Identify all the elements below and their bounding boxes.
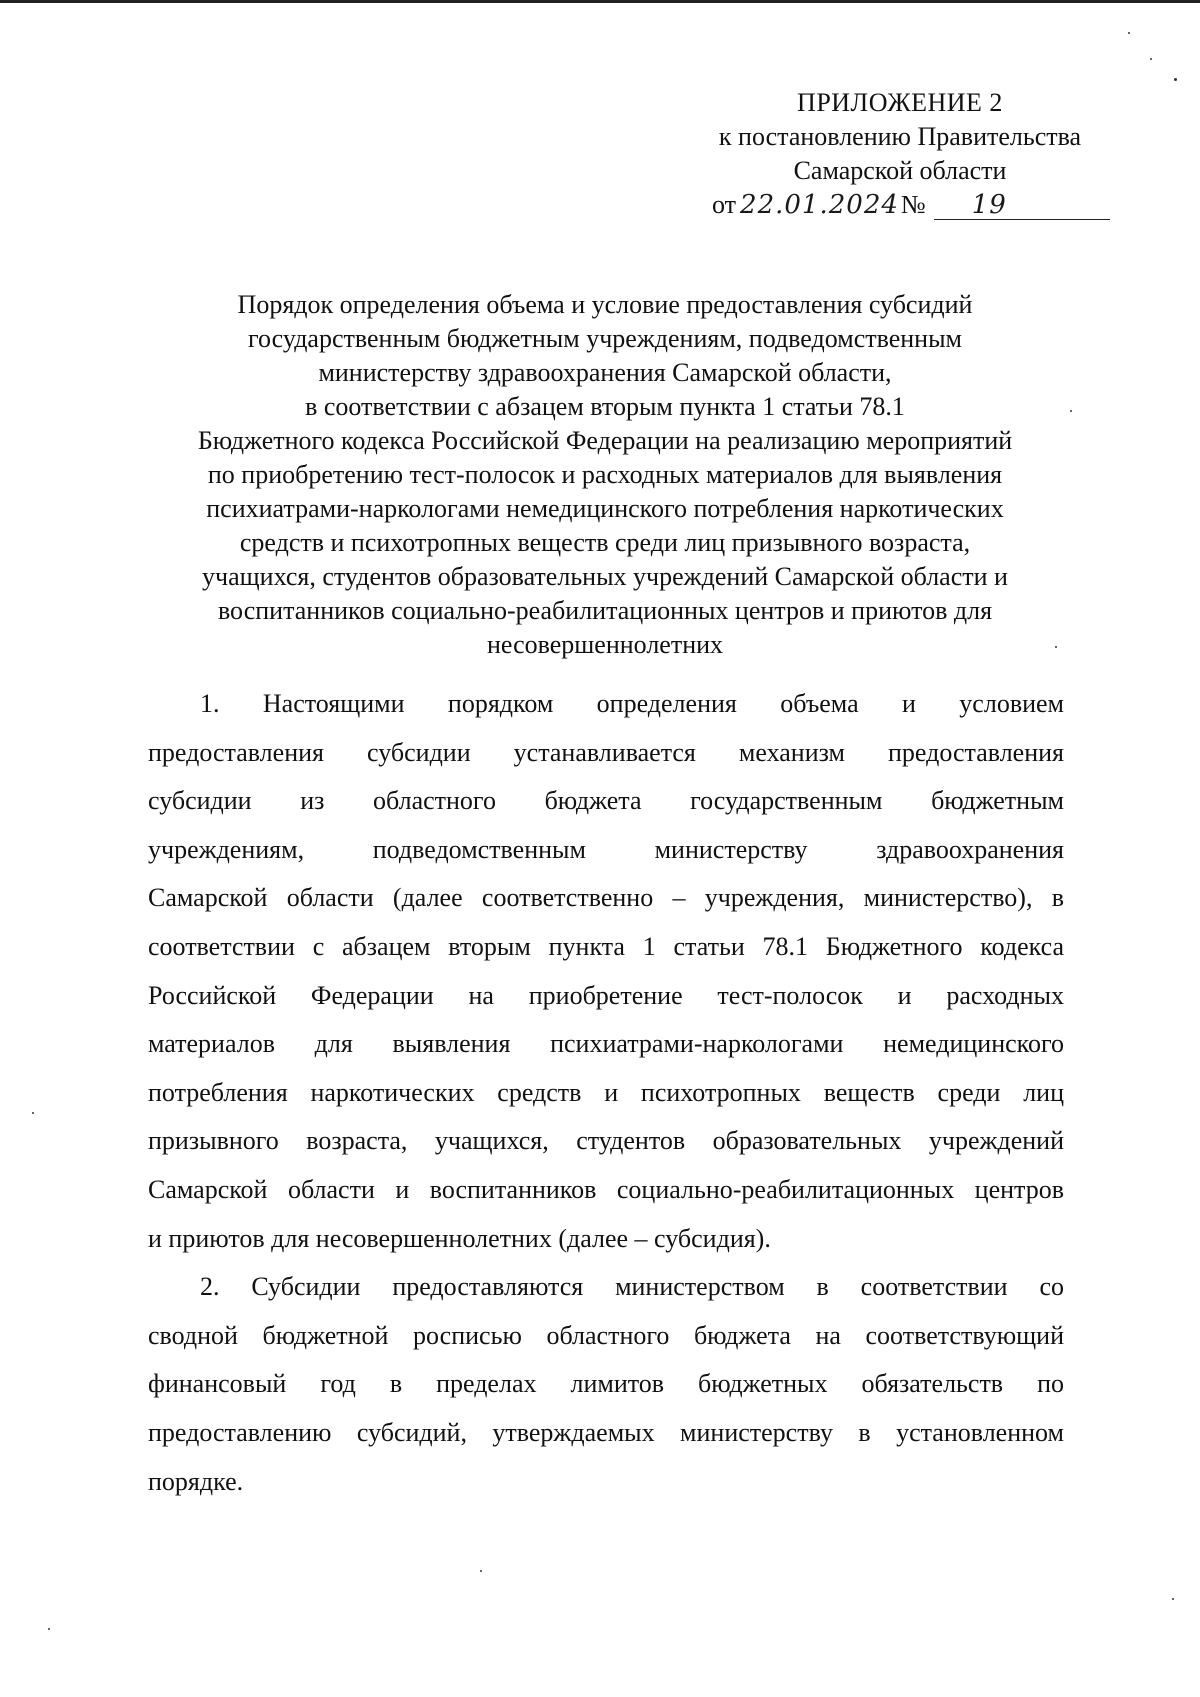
annex-line-resolution: к постановлению Правительства	[718, 122, 1082, 151]
number-sign: №	[900, 190, 926, 219]
paragraph-line: финансовый год в пределах лимитов бюджетных обязательств по	[148, 1369, 1064, 1399]
scan-speck	[1128, 32, 1130, 34]
paragraph-line: порядке.	[148, 1466, 244, 1496]
paragraph-line: Российской Федерации на приобретение тест-полосок и расходных	[148, 980, 1064, 1010]
title-line: несовершеннолетних	[486, 630, 724, 659]
title-line: в соответствии с абзацем вторым пункта 1 статьи 78.1	[305, 392, 905, 421]
paragraph-line: соответствии с абзацем вторым пункта 1 статьи 78.1 Бюджетного кодекса	[148, 931, 1064, 961]
scan-speck	[32, 1112, 34, 1114]
paragraph-line: 2. Субсидии предоставляются министерством в соответствии со	[200, 1272, 1064, 1302]
scan-speck	[1174, 78, 1177, 81]
title-line: Порядок определения объема и условие предоставления субсидий	[237, 290, 973, 319]
title-line: государственным бюджетным учреждениям, подведомственным	[247, 324, 963, 353]
paragraph-line: предоставления субсидии устанавливается механизм предоставления	[148, 737, 1064, 767]
title-line: психиатрами-наркологами немедицинского потребления наркотических	[206, 494, 1004, 523]
title-line: учащихся, студентов образовательных учреждений Самарской области и	[202, 562, 1008, 591]
document-body	[148, 680, 1064, 1506]
annex-header	[700, 86, 1100, 222]
paragraph-line: Самарской области (далее соответственно – учреждения, министерство), в	[148, 883, 1064, 913]
paragraph-1	[148, 680, 1064, 1263]
paragraph-line: субсидии из областного бюджета государственным бюджетным	[148, 786, 1064, 816]
date-prefix: от	[712, 190, 737, 219]
scan-top-edge	[0, 0, 1200, 3]
paragraph-line: и приютов для несовершеннолетних (далее – субсидия).	[148, 1223, 771, 1253]
scan-speck	[1150, 58, 1152, 60]
paragraph-line: предоставлению субсидий, утверждаемых министерству в установленном	[148, 1417, 1064, 1447]
paragraph-2	[148, 1263, 1064, 1506]
paragraph-line: 1. Настоящими порядком определения объема и условием	[200, 689, 1064, 718]
paragraph-line: сводной бюджетной росписью областного бюджета на соответствующий	[148, 1320, 1064, 1350]
number-field	[934, 191, 1110, 220]
scan-speck	[480, 1570, 482, 1572]
paragraph-line: материалов для выявления психиатрами-наркологами немедицинского	[148, 1029, 1064, 1059]
paragraph-line: призывного возраста, учащихся, студентов образовательных учреждений	[148, 1126, 1064, 1156]
annex-line-region: Самарской области	[793, 156, 1007, 185]
title-line: по приобретению тест-полосок и расходных материалов для выявления	[207, 460, 1003, 489]
scan-speck	[1172, 1598, 1174, 1600]
scan-speck	[48, 1628, 50, 1630]
handwritten-date: 22.01.2024	[740, 190, 899, 220]
annex-date-line	[700, 188, 1100, 222]
paragraph-line: учреждениям, подведомственным министерству здравоохранения	[148, 834, 1064, 864]
handwritten-number: 19	[971, 190, 1007, 220]
document-title	[140, 288, 1070, 662]
scan-speck	[1055, 646, 1057, 648]
title-line: министерству здравоохранения Самарской области,	[318, 358, 892, 387]
paragraph-line: Самарской области и воспитанников социально-реабилитационных центров	[148, 1174, 1064, 1204]
title-line: воспитанников социально-реабилитационных центров и приютов для	[217, 596, 993, 625]
annex-title: ПРИЛОЖЕНИЕ 2	[797, 88, 1003, 117]
title-line: средств и психотропных веществ среди лиц призывного возраста,	[239, 528, 971, 557]
title-line: Бюджетного кодекса Российской Федерации на реализацию мероприятий	[197, 426, 1013, 455]
paragraph-line: потребления наркотических средств и психотропных веществ среди лиц	[148, 1077, 1064, 1107]
scan-speck	[1070, 410, 1072, 412]
